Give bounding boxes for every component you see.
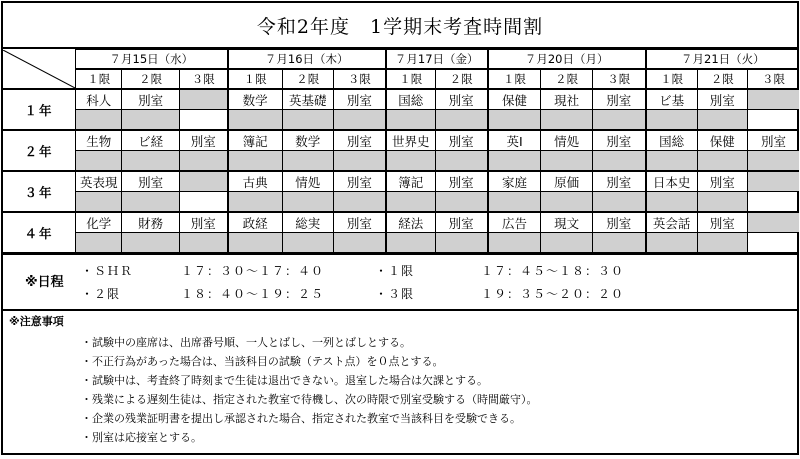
- room-cell: [333, 192, 385, 213]
- schedule-item-name: ・ＳＨＲ: [81, 264, 134, 278]
- notes-title: ※注意事項: [9, 315, 64, 328]
- room-cell: [488, 192, 541, 213]
- title-bar: [3, 3, 797, 49]
- room-cell: [179, 233, 227, 253]
- subject-cell: 保健: [697, 130, 747, 151]
- room-cell: [435, 151, 487, 172]
- room-cell: [386, 151, 435, 172]
- subject-cell: [179, 89, 227, 110]
- room-cell: [122, 110, 179, 131]
- subject-cell: 別室: [697, 89, 747, 110]
- room-cell: [76, 192, 122, 213]
- schedule-section: [3, 253, 797, 311]
- subject-cell: 家庭: [488, 171, 541, 192]
- room-cell: [179, 110, 227, 131]
- room-cell: [592, 110, 645, 131]
- room-cell: [697, 151, 747, 172]
- schedule-item-name: ・３限: [375, 287, 415, 301]
- room-cell: [697, 192, 747, 213]
- subject-cell: ビ基: [646, 89, 697, 110]
- subject-cell: 別室: [435, 130, 487, 151]
- day-header: ７月21日（火）: [646, 50, 799, 70]
- room-cell: [386, 192, 435, 213]
- subject-cell: 別室: [592, 212, 645, 233]
- note-item: ・別室は応接室とする。: [81, 431, 202, 444]
- subject-cell: 別室: [435, 171, 487, 192]
- room-cell: [76, 110, 122, 131]
- room-cell: [748, 233, 800, 253]
- room-cell: [646, 192, 697, 213]
- room-cell: [697, 110, 747, 131]
- subject-cell: 英会話: [646, 212, 697, 233]
- schedule-item-name: ・１限: [375, 264, 415, 278]
- room-cell: [435, 192, 487, 213]
- subject-cell: 別室: [333, 130, 385, 151]
- grade-label: ３年: [3, 171, 76, 212]
- room-cell: [282, 151, 333, 172]
- subject-cell: 数学: [228, 89, 282, 110]
- grade-label: ２年: [3, 130, 76, 171]
- day-header: ７月15日（水）: [76, 50, 228, 70]
- room-cell: [435, 110, 487, 131]
- room-cell: [592, 192, 645, 213]
- period-header: ３限: [179, 69, 227, 89]
- subject-cell: 別室: [333, 212, 385, 233]
- room-cell: [122, 192, 179, 213]
- subject-cell: 別室: [122, 89, 179, 110]
- room-cell: [179, 151, 227, 172]
- subject-cell: 別室: [592, 171, 645, 192]
- subject-cell: 簿記: [386, 171, 435, 192]
- subject-cell: 簿記: [228, 130, 282, 151]
- subject-cell: 英表現: [76, 171, 122, 192]
- period-header: ３限: [333, 69, 385, 89]
- grade-label: １年: [3, 89, 76, 130]
- room-cell: [333, 110, 385, 131]
- note-item: ・試験中は、考査終了時刻まで生徒は退出できない。退室した場合は欠課とする。: [81, 374, 488, 387]
- room-cell: [282, 110, 333, 131]
- room-cell: [228, 151, 282, 172]
- subject-cell: 別室: [333, 171, 385, 192]
- room-cell: [435, 233, 487, 253]
- room-cell: [592, 233, 645, 253]
- subject-cell: 情処: [541, 130, 592, 151]
- room-cell: [228, 110, 282, 131]
- subject-cell: 情処: [282, 171, 333, 192]
- period-header: ３限: [592, 69, 645, 89]
- schedule-item-time: １８：４０〜１９：２５: [181, 287, 325, 301]
- schedule-label: ※日程: [25, 275, 64, 290]
- room-cell: [228, 192, 282, 213]
- subject-cell: 数学: [282, 130, 333, 151]
- grade-label: ４年: [3, 212, 76, 253]
- note-item: ・試験中の座席は、出席番号順、一人とばし、一列とばしとする。: [81, 336, 411, 349]
- subject-cell: 国総: [646, 130, 697, 151]
- subject-cell: 別室: [697, 171, 747, 192]
- timetable-sheet: [1, 1, 799, 455]
- room-cell: [333, 151, 385, 172]
- room-cell: [541, 110, 592, 131]
- subject-cell: 広告: [488, 212, 541, 233]
- subject-cell: 別室: [435, 89, 487, 110]
- period-header: ２限: [122, 69, 179, 89]
- period-header: ２限: [697, 69, 747, 89]
- room-cell: [282, 233, 333, 253]
- schedule-item-time: １７：４５〜１８：３０: [481, 264, 625, 278]
- room-cell: [488, 110, 541, 131]
- diagonal-line: [3, 50, 75, 88]
- schedule-item-name: ・２限: [81, 287, 121, 301]
- subject-cell: 別室: [748, 130, 800, 151]
- subject-cell: 国総: [386, 89, 435, 110]
- room-cell: [748, 192, 800, 213]
- room-cell: [122, 233, 179, 253]
- day-header: ７月16日（木）: [228, 50, 386, 70]
- room-cell: [488, 233, 541, 253]
- subject-cell: [748, 89, 800, 110]
- subject-cell: 財務: [122, 212, 179, 233]
- room-cell: [76, 151, 122, 172]
- period-header: ３限: [748, 69, 800, 89]
- room-cell: [697, 233, 747, 253]
- room-cell: [541, 192, 592, 213]
- room-cell: [386, 233, 435, 253]
- subject-cell: 別室: [435, 212, 487, 233]
- subject-cell: 化学: [76, 212, 122, 233]
- subject-cell: 現文: [541, 212, 592, 233]
- subject-cell: 現社: [541, 89, 592, 110]
- subject-cell: 総実: [282, 212, 333, 233]
- room-cell: [76, 233, 122, 253]
- day-header: ７月20日（月）: [488, 50, 646, 70]
- period-header: １限: [228, 69, 282, 89]
- subject-cell: [748, 212, 800, 233]
- subject-cell: 別室: [179, 212, 227, 233]
- subject-cell: 政経: [228, 212, 282, 233]
- room-cell: [592, 151, 645, 172]
- subject-cell: 別室: [592, 130, 645, 151]
- exam-timetable: [3, 49, 799, 253]
- period-header: １限: [386, 69, 435, 89]
- schedule-item-time: １７：３０〜１７：４０: [181, 264, 325, 278]
- subject-cell: 世界史: [386, 130, 435, 151]
- room-cell: [748, 151, 800, 172]
- period-header: １限: [646, 69, 697, 89]
- room-cell: [646, 233, 697, 253]
- room-cell: [541, 151, 592, 172]
- note-item: ・不正行為があった場合は、当該科目の試験（テスト点）を０点とする。: [81, 355, 444, 368]
- note-item: ・残業による遅刻生徒は、指定された教室で待機し、次の時限で別室受験する（時間厳守）。: [81, 393, 538, 406]
- subject-cell: 保健: [488, 89, 541, 110]
- period-header: １限: [488, 69, 541, 89]
- notes-section: [3, 311, 797, 449]
- page-title: 令和2年度 1学期末考査時間割: [256, 15, 544, 38]
- period-header: １限: [76, 69, 122, 89]
- subject-cell: 古典: [228, 171, 282, 192]
- room-cell: [646, 151, 697, 172]
- room-cell: [748, 110, 800, 131]
- room-cell: [228, 233, 282, 253]
- room-cell: [333, 233, 385, 253]
- subject-cell: 生物: [76, 130, 122, 151]
- period-header: ２限: [282, 69, 333, 89]
- period-header: ２限: [435, 69, 487, 89]
- room-cell: [282, 192, 333, 213]
- room-cell: [386, 110, 435, 131]
- period-header: ２限: [541, 69, 592, 89]
- notes-list: [9, 333, 791, 447]
- subject-cell: 経法: [386, 212, 435, 233]
- subject-cell: 別室: [592, 89, 645, 110]
- subject-cell: 科人: [76, 89, 122, 110]
- schedule-item-time: １９：３５〜２０：２０: [481, 287, 625, 301]
- room-cell: [179, 192, 227, 213]
- subject-cell: 英Ⅰ: [488, 130, 541, 151]
- corner-cell: [3, 50, 76, 90]
- room-cell: [488, 151, 541, 172]
- subject-cell: [179, 171, 227, 192]
- subject-cell: [748, 171, 800, 192]
- note-item: ・企業の残業証明書を提出し承認された場合、指定された教室で当該科目を受験できる。: [81, 412, 521, 425]
- day-header: ７月17日（金）: [386, 50, 488, 70]
- subject-cell: ビ経: [122, 130, 179, 151]
- subject-cell: 原価: [541, 171, 592, 192]
- room-cell: [541, 233, 592, 253]
- subject-cell: 別室: [122, 171, 179, 192]
- subject-cell: 別室: [179, 130, 227, 151]
- room-cell: [122, 151, 179, 172]
- subject-cell: 英基礎: [282, 89, 333, 110]
- room-cell: [646, 110, 697, 131]
- subject-cell: 別室: [333, 89, 385, 110]
- subject-cell: 日本史: [646, 171, 697, 192]
- subject-cell: 別室: [697, 212, 747, 233]
